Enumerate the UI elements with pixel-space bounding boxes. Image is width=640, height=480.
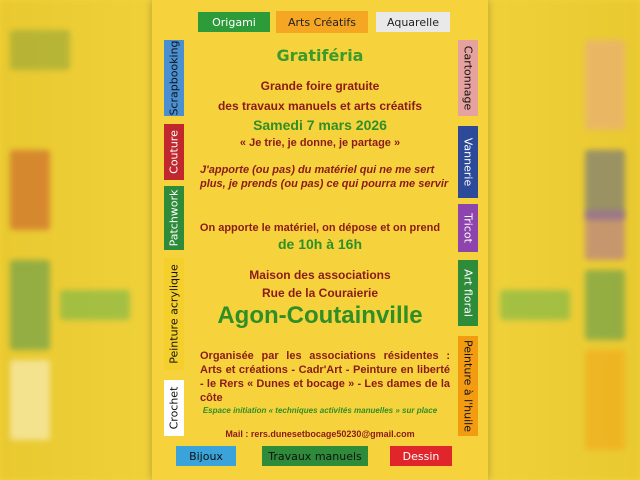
- blurred-background-tag: [10, 360, 50, 440]
- blurred-background-tag: [10, 260, 50, 350]
- tag-aquarelle: Aquarelle: [376, 12, 450, 32]
- tag-crochet: Crochet: [164, 380, 184, 436]
- venue-street: Rue de la Couraierie: [261, 286, 379, 300]
- tag-peinture-huile: Peinture à l'huile: [458, 336, 478, 436]
- tag-dessin: Dessin: [390, 446, 452, 466]
- event-city: Agon-Coutainville: [217, 302, 423, 329]
- tag-art-floral: Art floral: [458, 260, 478, 326]
- initiation-space-text: Espace initiation « techniques activités manuelles » sur place: [202, 406, 438, 415]
- tag-travaux-manuels: Travaux manuels: [262, 446, 368, 466]
- blurred-background-text: [500, 290, 570, 320]
- tag-cartonnage: Cartonnage: [458, 40, 478, 116]
- venue-name: Maison des associations: [249, 268, 391, 282]
- blurred-background-text: [60, 290, 130, 320]
- tag-origami: Origami: [198, 12, 270, 32]
- organizers-text: Organisée par les associations résidentes : Arts et créations - Cadr'Art - Peinture en liberté - le Rers « Dunes et bocage » - Les dames de la côte: [200, 350, 450, 404]
- tag-tricot: Tricot: [458, 204, 478, 252]
- blurred-background-tag: [585, 350, 625, 450]
- event-date: Samedi 7 mars 2026: [253, 117, 387, 133]
- poster-subtitle-2: des travaux manuels et arts créatifs: [217, 99, 423, 113]
- tag-bijoux: Bijoux: [176, 446, 236, 466]
- event-poster: [152, 0, 488, 480]
- blurred-background-tag: [10, 150, 50, 230]
- intro-text: J'apporte (ou pas) du matériel qui ne me sert plus, je prends (ou pas) ce qui pourra me servir: [200, 164, 449, 190]
- blurred-background-tag: [585, 210, 625, 260]
- event-motto: « Je trie, je donne, je partage »: [239, 137, 401, 149]
- poster-title: Gratiféria: [276, 46, 364, 65]
- rule-text: On apporte le matériel, on dépose et on prend: [199, 222, 441, 234]
- tag-scrapbooking: Scrapbooking: [164, 40, 184, 116]
- tag-couture: Couture: [164, 124, 184, 180]
- poster-subtitle-1: Grande foire gratuite: [260, 79, 380, 93]
- blurred-background-tag: [585, 270, 625, 340]
- tag-arts-creatifs: Arts Créatifs: [276, 11, 368, 33]
- tag-patchwork: Patchwork: [164, 186, 184, 250]
- blurred-background-tag: [10, 30, 70, 70]
- tag-peinture-acrylique: Peinture acrylique: [164, 258, 184, 370]
- contact-email: Mail : rers.dunesetbocage50230@gmail.com: [225, 429, 415, 439]
- event-hours: de 10h à 16h: [277, 236, 363, 252]
- tag-vannerie: Vannerie: [458, 126, 478, 198]
- blurred-background-tag: [585, 40, 625, 130]
